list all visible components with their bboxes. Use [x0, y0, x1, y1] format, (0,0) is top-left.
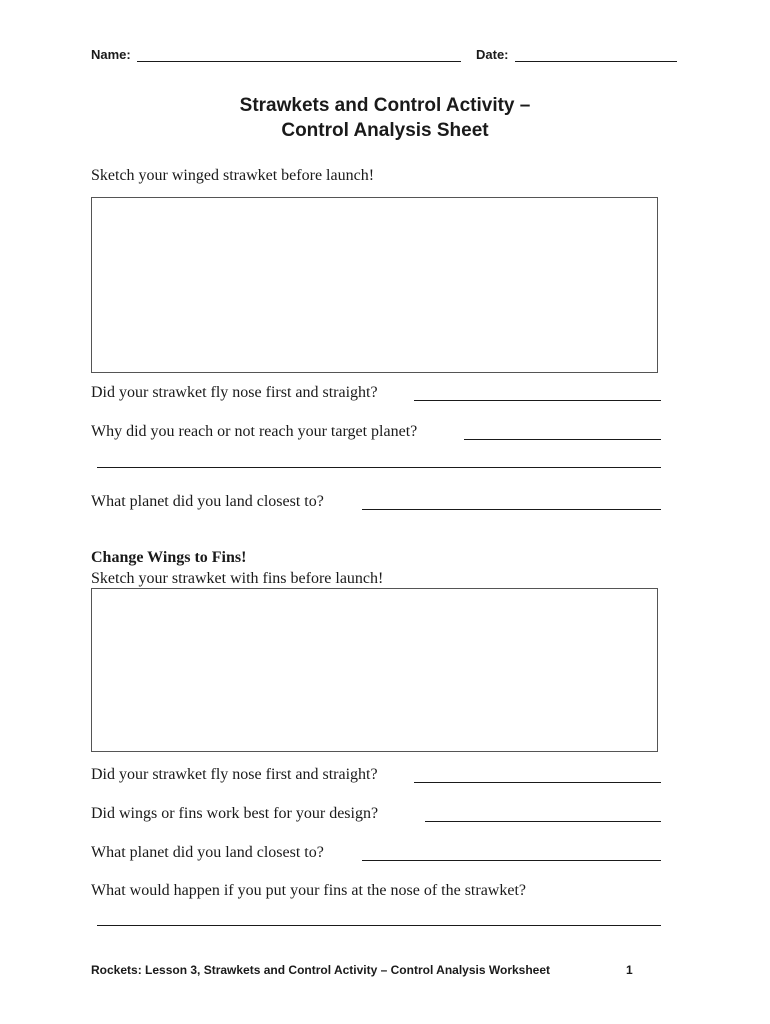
answer-line-fly-straight-2[interactable] [414, 782, 661, 783]
page-number: 1 [626, 963, 633, 977]
answer-line-fins-at-nose[interactable] [97, 925, 661, 926]
sketch-box-wings[interactable] [91, 197, 658, 373]
footer-text: Rockets: Lesson 3, Strawkets and Control Activity – Control Analysis Worksheet [91, 963, 551, 977]
answer-line-target-planet[interactable] [464, 439, 661, 440]
page-title-line-1: Strawkets and Control Activity – [239, 95, 531, 116]
section-heading-fins: Change Wings to Fins! [91, 549, 247, 566]
question-closest-planet-1: What planet did you land closest to? [91, 493, 324, 510]
date-label: Date: [476, 47, 509, 62]
question-fly-straight-1: Did your strawket fly nose first and straight? [91, 384, 378, 401]
question-wings-or-fins: Did wings or fins work best for your design? [91, 805, 379, 822]
name-label: Name: [91, 47, 131, 62]
answer-line-closest-planet-1[interactable] [362, 509, 661, 510]
page-title-line-2: Control Analysis Sheet [281, 120, 489, 141]
answer-line-fly-straight-1[interactable] [414, 400, 661, 401]
sketch-prompt-wings: Sketch your winged strawket before launch! [91, 167, 375, 184]
answer-line-closest-planet-2[interactable] [362, 860, 661, 861]
question-fly-straight-2: Did your strawket fly nose first and straight? [91, 766, 378, 783]
sketch-prompt-fins: Sketch your strawket with fins before launch! [91, 570, 384, 587]
question-closest-planet-2: What planet did you land closest to? [91, 844, 324, 861]
name-field[interactable] [137, 61, 461, 62]
question-target-planet: Why did you reach or not reach your target planet? [91, 423, 418, 440]
date-field[interactable] [515, 61, 677, 62]
sketch-box-fins[interactable] [91, 588, 658, 752]
answer-line-wings-or-fins[interactable] [425, 821, 661, 822]
answer-line-target-planet-continued[interactable] [97, 467, 661, 468]
question-fins-at-nose: What would happen if you put your fins at the nose of the strawket? [91, 882, 526, 899]
